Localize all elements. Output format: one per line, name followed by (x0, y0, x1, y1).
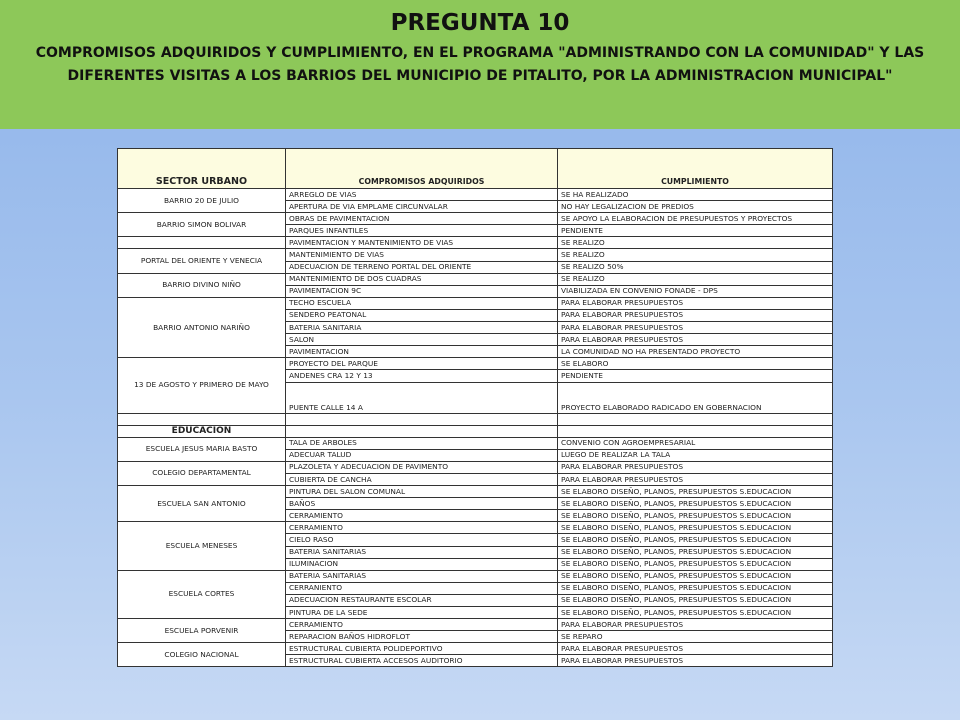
commitment-cell: BAÑOS (286, 498, 558, 510)
compliance-cell: SE REPARO (558, 631, 833, 643)
compliance-cell: SE REALIZO 50% (558, 261, 833, 273)
compliance-cell: SE ELABORO DISEÑO, PLANOS, PRESUPUESTOS S.EDUCACION (558, 546, 833, 558)
compliance-cell: SE REALIZO (558, 237, 833, 249)
section-label: EDUCACION (118, 425, 286, 437)
commitment-cell: ADECUACION DE TERRENO PORTAL DEL ORIENTE (286, 261, 558, 273)
commitment-cell: SENDERO PEATONAL (286, 309, 558, 321)
slide-title: PREGUNTA 10 (390, 10, 570, 36)
commitment-cell: PAVIMENTACION 9C (286, 285, 558, 297)
sector-cell: BARRIO SIMON BOLIVAR (118, 213, 286, 237)
table-row (118, 570, 833, 582)
table-row (118, 249, 833, 261)
compliance-cell: PARA ELABORAR PRESUPUESTOS (558, 655, 833, 667)
empty-cell (286, 425, 558, 437)
sector-cell: 13 DE AGOSTO Y PRIMERO DE MAYO (118, 358, 286, 413)
commitment-cell: ADECUACION RESTAURANTE ESCOLAR (286, 594, 558, 606)
compliance-cell: PROYECTO ELABORADO RADICADO EN GOBERNACION (558, 382, 833, 413)
table-header-row (118, 149, 833, 189)
compliance-cell: PARA ELABORAR PRESUPUESTOS (558, 334, 833, 346)
compliance-cell: SE ELABORO DISEÑO, PLANOS, PRESUPUESTOS S.EDUCACION (558, 486, 833, 498)
compliance-cell: LA COMUNIDAD NO HA PRESENTADO PROYECTO (558, 346, 833, 358)
table-row (118, 358, 833, 370)
sector-cell: ESCUELA JESUS MARIA BASTO (118, 437, 286, 461)
header-cumplimiento: CUMPLIMIENTO (558, 149, 833, 189)
commitment-cell: PROYECTO DEL PARQUE (286, 358, 558, 370)
compliance-cell: VIABILIZADA EN CONVENIO FONADE - DPS (558, 285, 833, 297)
compliance-cell: SE ELABORO DISEÑO, PLANOS, PRESUPUESTOS S.EDUCACION (558, 558, 833, 570)
compliance-cell: PARA ELABORAR PRESUPUESTOS (558, 473, 833, 485)
sector-cell: COLEGIO NACIONAL (118, 643, 286, 667)
table-row (118, 237, 833, 249)
empty-cell (558, 425, 833, 437)
header-sector-urbano: SECTOR URBANO (118, 149, 286, 189)
commitment-cell: ESTRUCTURAL CUBIERTA POLIDEPORTIVO (286, 643, 558, 655)
compliance-cell: PENDIENTE (558, 225, 833, 237)
sector-cell: BARRIO 20 DE JULIO (118, 189, 286, 213)
commitment-cell: PLAZOLETA Y ADECUACION DE PAVIMENTO (286, 461, 558, 473)
section-row-educacion (118, 425, 833, 437)
commitment-cell: ADECUAR TALUD (286, 449, 558, 461)
commitment-cell: BATERIA SANITARIAS (286, 546, 558, 558)
commitments-table-container (117, 148, 832, 667)
compliance-cell: PARA ELABORAR PRESUPUESTOS (558, 461, 833, 473)
empty-cell (558, 413, 833, 425)
spacer-row (118, 413, 833, 425)
sector-cell: COLEGIO DEPARTAMENTAL (118, 461, 286, 485)
commitment-cell: CIELO RASO (286, 534, 558, 546)
compliance-cell: LUEGO DE REALIZAR LA TALA (558, 449, 833, 461)
commitment-cell: ESTRUCTURAL CUBIERTA ACCESOS AUDITORIO (286, 655, 558, 667)
table-row (118, 619, 833, 631)
commitment-cell: PAVIMENTACION Y MANTENIMIENTO DE VIAS (286, 237, 558, 249)
sector-cell: BARRIO DIVINO NIÑO (118, 273, 286, 297)
compliance-cell: PENDIENTE (558, 370, 833, 382)
sector-cell: ESCUELA CORTES (118, 570, 286, 618)
sector-cell: ESCUELA PORVENIR (118, 619, 286, 643)
header-compromisos: COMPROMISOS ADQUIRIDOS (286, 149, 558, 189)
commitment-cell: MANTENIMIENTO DE VIAS (286, 249, 558, 261)
compliance-cell: NO HAY LEGALIZACION DE PREDIOS (558, 201, 833, 213)
compliance-cell: PARA ELABORAR PRESUPUESTOS (558, 309, 833, 321)
empty-cell (118, 413, 286, 425)
commitment-cell: TECHO ESCUELA (286, 297, 558, 309)
commitment-cell: CERRAMIENTO (286, 510, 558, 522)
commitment-cell: CERRAMIENTO (286, 619, 558, 631)
empty-cell (286, 413, 558, 425)
table-row (118, 273, 833, 285)
compliance-cell: PARA ELABORAR PRESUPUESTOS (558, 322, 833, 334)
table-row (118, 189, 833, 201)
commitment-cell: ILUMINACION (286, 558, 558, 570)
commitment-cell: BATERIA SANITARIA (286, 322, 558, 334)
commitment-cell: PARQUES INFANTILES (286, 225, 558, 237)
sector-cell: BARRIO ANTONIO NARIÑO (118, 297, 286, 357)
table-row (118, 297, 833, 309)
commitment-cell: REPARACION BAÑOS HIDROFLOT (286, 631, 558, 643)
compliance-cell: PARA ELABORAR PRESUPUESTOS (558, 643, 833, 655)
compliance-cell: CONVENIO CON AGROEMPRESARIAL (558, 437, 833, 449)
compliance-cell: SE ELABORO DISEÑO, PLANOS, PRESUPUESTOS S.EDUCACION (558, 570, 833, 582)
compliance-cell: SE ELABORO DISEÑO, PLANOS, PRESUPUESTOS S.EDUCACION (558, 534, 833, 546)
compliance-cell: SE ELABORO DISEÑO, PLANOS, PRESUPUESTOS S.EDUCACION (558, 594, 833, 606)
commitment-cell: APERTURA DE VIA EMPLAME CIRCUNVALAR (286, 201, 558, 213)
compliance-cell: PARA ELABORAR PRESUPUESTOS (558, 619, 833, 631)
compliance-cell: SE ELABORO (558, 358, 833, 370)
compliance-cell: SE ELABORO DISEÑO, PLANOS, PRESUPUESTOS S.EDUCACION (558, 510, 833, 522)
sector-cell: PORTAL DEL ORIENTE Y VENECIA (118, 249, 286, 273)
slide-subtitle: COMPROMISOS ADQUIRIDOS Y CUMPLIMIENTO, EN EL PROGRAMA "ADMINISTRANDO CON LA COMUNIDAD" Y LAS DIFERENTES VISITAS A LOS BARRIOS DEL MUNICIPIO DE PITALITO, POR LA ADMINISTRACION MUNICIPAL" (35, 45, 925, 84)
table-row (118, 486, 833, 498)
compliance-cell: SE REALIZO (558, 249, 833, 261)
commitment-cell: BATERIA SANITARIAS (286, 570, 558, 582)
compliance-cell: SE REALIZO (558, 273, 833, 285)
compliance-cell: SE APOYO LA ELABORACION DE PRESUPUESTOS Y PROYECTOS (558, 213, 833, 225)
commitment-cell: OBRAS DE PAVIMENTACION (286, 213, 558, 225)
compliance-cell: PARA ELABORAR PRESUPUESTOS (558, 297, 833, 309)
sector-cell: ESCUELA MENESES (118, 522, 286, 570)
commitment-cell: MANTENIMIENTO DE DOS CUADRAS (286, 273, 558, 285)
commitment-cell: CERRANIENTO (286, 582, 558, 594)
sector-cell (118, 237, 286, 249)
table-row (118, 522, 833, 534)
compliance-cell: SE ELABORO DISEÑO, PLANOS, PRESUPUESTOS S.EDUCACION (558, 498, 833, 510)
commitments-table (117, 148, 833, 667)
sector-cell: ESCUELA SAN ANTONIO (118, 486, 286, 522)
compliance-cell: SE ELABORO DISEÑO, PLANOS, PRESUPUESTOS S.EDUCACION (558, 582, 833, 594)
commitment-cell: ANDENES CRA 12 Y 13 (286, 370, 558, 382)
table-row (118, 437, 833, 449)
commitment-cell: CERRAMIENTO (286, 522, 558, 534)
commitment-cell: SALON (286, 334, 558, 346)
commitment-cell: ARREGLO DE VIAS (286, 189, 558, 201)
table-row (118, 213, 833, 225)
commitment-cell: PINTURA DEL SALON COMUNAL (286, 486, 558, 498)
compliance-cell: SE ELABORO DISEÑO, PLANOS, PRESUPUESTOS S.EDUCACION (558, 607, 833, 619)
title-banner (0, 0, 960, 129)
compliance-cell: SE HA REALIZADO (558, 189, 833, 201)
table-row (118, 643, 833, 655)
table-row (118, 461, 833, 473)
commitment-cell: CUBIERTA DE CANCHA (286, 473, 558, 485)
compliance-cell: SE ELABORO DISEÑO, PLANOS, PRESUPUESTOS S.EDUCACION (558, 522, 833, 534)
commitment-cell: PINTURA DE LA SEDE (286, 607, 558, 619)
commitment-cell: PUENTE CALLE 14 A (286, 382, 558, 413)
commitment-cell: PAVIMENTACION (286, 346, 558, 358)
commitment-cell: TALA DE ARBOLES (286, 437, 558, 449)
